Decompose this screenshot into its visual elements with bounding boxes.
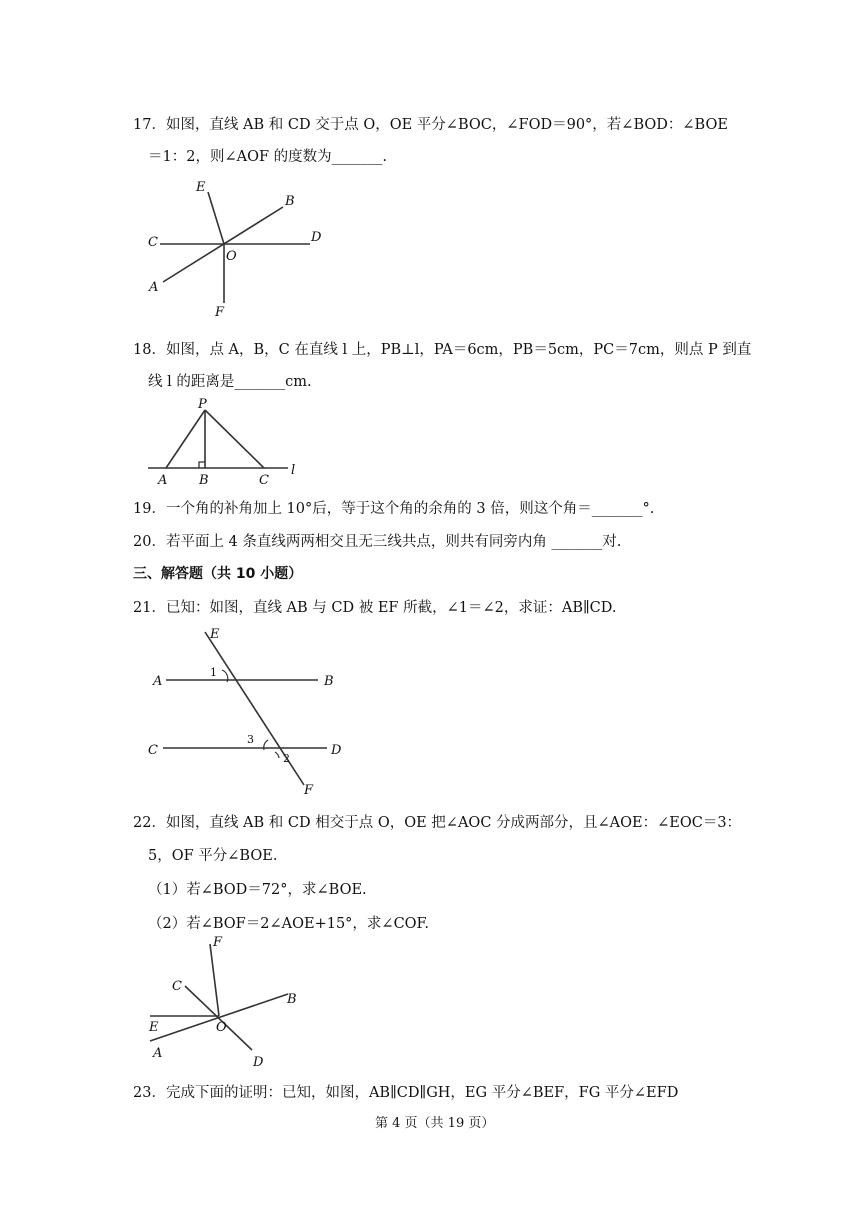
q22-line-cd	[185, 986, 252, 1050]
q21-label-f: F	[304, 783, 314, 798]
q21-label-d: D	[331, 743, 342, 758]
q18-text-line1: 18．如图，点 A，B，C 在直线 l 上，PB⊥l，PA＝6cm，PB＝5cm，PC＝7cm，则点 P 到直	[133, 342, 752, 358]
q21-label-c: C	[148, 743, 158, 758]
q22-label-o: O	[216, 1020, 227, 1035]
q17-text-line2: ＝1：2，则∠AOF 的度数为_______.	[148, 149, 387, 165]
page-footer: 第 4 页（共 19 页）	[375, 1116, 495, 1131]
q21-label-e: E	[210, 627, 220, 642]
q17-text-line1: 17．如图，直线 AB 和 CD 交于点 O，OE 平分∠BOC，∠FOD＝90°，若∠BOD：∠BOE	[133, 117, 728, 133]
q22-label-a: A	[153, 1046, 163, 1061]
q18-label-b: B	[199, 473, 209, 488]
q21-label-angle1: 1	[210, 666, 217, 679]
q21-label-b: B	[324, 674, 334, 689]
q18-label-l: l	[291, 463, 296, 478]
q21-label-a: A	[153, 674, 163, 689]
q22-text-line2: 5，OF 平分∠BOE.	[148, 848, 278, 864]
q18-label-a: A	[158, 473, 168, 488]
q22-label-d: D	[253, 1055, 264, 1070]
q18-label-p: P	[198, 397, 207, 412]
q20-text: 20．若平面上 4 条直线两两相交且无三线共点，则共有同旁内角 _______对.	[133, 534, 622, 550]
q21-label-angle3: 3	[247, 733, 254, 746]
q17-label-b: B	[285, 194, 295, 209]
q17-label-d: D	[311, 230, 322, 245]
q22-ray-of	[210, 944, 219, 1016]
q22-label-c: C	[172, 979, 182, 994]
q17-label-f: F	[215, 305, 225, 320]
q22-label-e: E	[149, 1020, 159, 1035]
q17-label-o: O	[226, 249, 237, 264]
q22-label-f: F	[213, 935, 223, 950]
q21-text: 21．已知：如图，直线 AB 与 CD 被 EF 所截，∠1＝∠2，求证：AB∥CD.	[133, 600, 617, 616]
q23-text: 23．完成下面的证明：已知，如图，AB∥CD∥GH，EG 平分∠BEF，FG 平分∠EFD	[133, 1085, 679, 1101]
section-heading: 三、解答题（共 10 小题）	[133, 566, 303, 582]
q22-part2: （2）若∠BOF＝2∠AOE+15°，求∠COF.	[148, 916, 429, 932]
q19-text: 19．一个角的补角加上 10°后，等于这个角的余角的 3 倍，则这个角＝_______°.	[133, 501, 655, 517]
q21-label-angle2: 2	[283, 752, 290, 765]
q18-text-line2: 线 l 的距离是_______cm.	[148, 374, 312, 390]
q22-label-b: B	[287, 992, 297, 1007]
q22-text-line1: 22．如图，直线 AB 和 CD 相交于点 O，OE 把∠AOC 分成两部分，且∠AOE：∠EOC＝3：	[133, 815, 742, 831]
q17-label-a: A	[149, 280, 159, 295]
q18-label-c: C	[259, 473, 269, 488]
q17-label-e: E	[196, 180, 206, 195]
q17-label-c: C	[148, 235, 158, 250]
q22-part1: （1）若∠BOD＝72°，求∠BOE.	[148, 882, 367, 898]
